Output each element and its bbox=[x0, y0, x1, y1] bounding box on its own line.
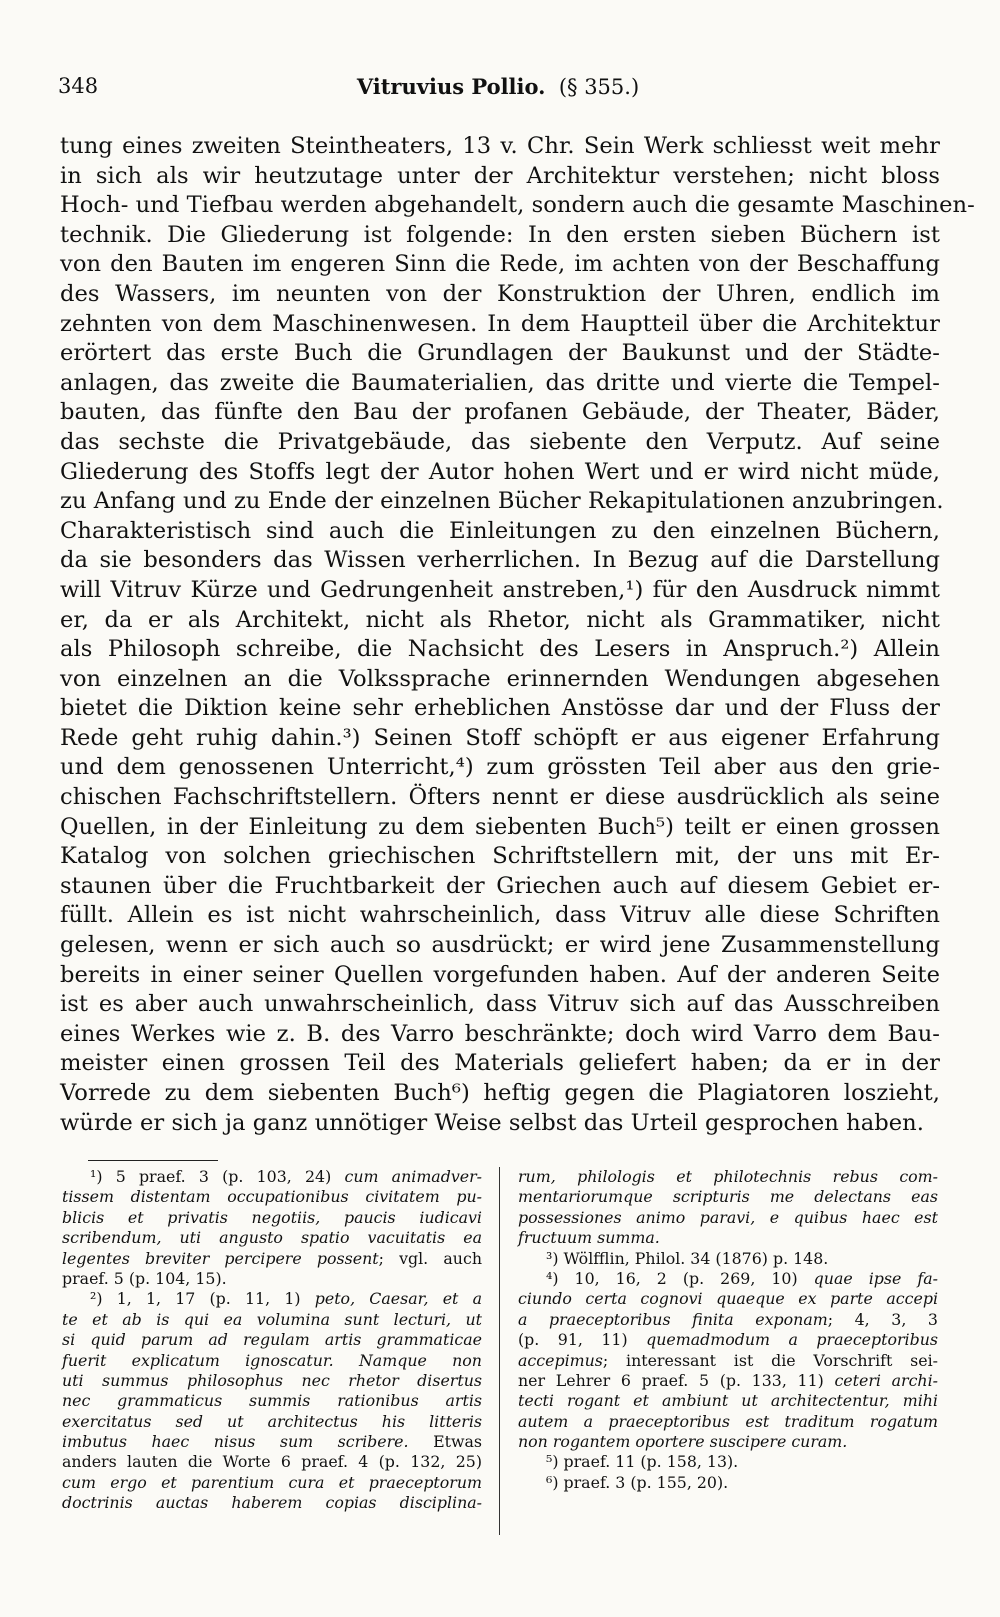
latin-quote: possessiones animo paravi, e quibus haec est bbox=[518, 1207, 938, 1227]
text-line: erörtert das erste Buch die Grundlagen der Baukunst und der Städte- bbox=[60, 340, 940, 367]
latin-quote: cum ergo et parentium cura et praeceptorum bbox=[62, 1472, 482, 1492]
text-line: technik. Die Gliederung ist folgende: In den ersten sieben Büchern ist bbox=[60, 221, 940, 248]
footnote-line bbox=[62, 1412, 482, 1432]
running-title-name: Vitruvius Pollio. bbox=[356, 74, 546, 99]
text-line: staunen über die Fruchtbarkeit der Griechen auch auf diesem Gebiet er- bbox=[60, 872, 940, 899]
footnote-line bbox=[518, 1208, 938, 1228]
footnote-line bbox=[62, 1208, 482, 1228]
footnote-line bbox=[518, 1289, 938, 1309]
text-line: zu Anfang und zu Ende der einzelnen Bücher Rekapitulationen anzubringen. bbox=[60, 488, 944, 515]
footnote-line bbox=[62, 1249, 482, 1269]
footnote-line bbox=[62, 1391, 482, 1411]
text-line: würde er sich ja ganz unnötiger Weise selbst das Urteil gesprochen haben. bbox=[60, 1109, 924, 1136]
footnote-text: praef. 5 (p. 104, 15). bbox=[62, 1268, 227, 1288]
footnote-separator bbox=[88, 1160, 218, 1161]
text-line: chischen Fachschriftstellern. Öfters nennt er diese ausdrücklich als seine bbox=[60, 784, 940, 811]
text-line: bietet die Diktion keine sehr erheblichen Anstösse dar und der Fluss der bbox=[60, 695, 940, 722]
footnote-text: ³) Wölfflin, Philol. 34 (1876) p. 148. bbox=[546, 1248, 829, 1268]
latin-quote: imbutus haec nisus sum scribere. bbox=[62, 1432, 409, 1452]
footnote-column-divider bbox=[499, 1167, 500, 1535]
footnote-text: anders lauten die Worte 6 praef. 4 (p. 132, 25) bbox=[62, 1452, 482, 1472]
latin-quote: cum animadver- bbox=[344, 1167, 483, 1186]
footnote-text: ; interessant ist die Vorschrift sei- bbox=[602, 1350, 938, 1370]
footnote-text: ; vgl. auch bbox=[378, 1248, 482, 1268]
footnote-line bbox=[62, 1473, 482, 1493]
text-line: bauten, das fünfte den Bau der profanen Gebäude, der Theater, Bäder, bbox=[60, 399, 940, 426]
latin-quote: doctrinis auctas haberem copias disciplina- bbox=[62, 1493, 482, 1513]
footnote-line bbox=[62, 1228, 482, 1248]
text-line: als Philosoph schreibe, die Nachsicht des Lesers in Anspruch.²) Allein bbox=[60, 636, 940, 663]
footnote-line bbox=[518, 1330, 938, 1350]
text-line: des Wassers, im neunten von der Konstruktion der Uhren, endlich im bbox=[60, 280, 940, 307]
text-line: Rede geht ruhig dahin.³) Seinen Stoff schöpft er aus eigener Erfahrung bbox=[60, 724, 940, 751]
footnote-line bbox=[518, 1432, 938, 1452]
latin-quote: blicis et privatis negotiis, paucis iudicavi bbox=[62, 1207, 482, 1227]
footnote-line bbox=[62, 1371, 482, 1391]
footnote-text: ; 4, 3, 3 bbox=[827, 1309, 938, 1329]
footnote-line bbox=[62, 1432, 482, 1452]
footnote-text: ⁵) praef. 11 (p. 158, 13). bbox=[546, 1452, 739, 1472]
latin-quote: quae ipse fa- bbox=[813, 1268, 938, 1288]
footnote-line bbox=[518, 1371, 938, 1391]
footnote-line bbox=[62, 1289, 482, 1309]
footnote-line bbox=[62, 1330, 482, 1350]
text-line: da sie besonders das Wissen verherrlichen. In Bezug auf die Darstellung bbox=[60, 547, 940, 574]
footnotes-right-column bbox=[518, 1167, 938, 1493]
latin-quote: tissem distentam occupationibus civitatem pu- bbox=[62, 1187, 482, 1207]
footnote-text: ner Lehrer 6 praef. 5 (p. 133, 11) bbox=[518, 1370, 835, 1390]
text-line: Charakteristisch sind auch die Einleitungen zu den einzelnen Büchern, bbox=[60, 517, 940, 544]
footnote-line bbox=[62, 1452, 482, 1472]
text-line: eines Werkes wie z. B. des Varro beschränkte; doch wird Varro dem Bau- bbox=[60, 1020, 940, 1047]
section-reference: (§ 355.) bbox=[558, 75, 640, 99]
page-header bbox=[58, 74, 938, 106]
text-line: zehnten von dem Maschinenwesen. In dem Hauptteil über die Architektur bbox=[60, 310, 940, 337]
footnote-line bbox=[518, 1249, 938, 1269]
footnote-line bbox=[518, 1412, 938, 1432]
latin-quote: ceteri archi- bbox=[834, 1370, 938, 1390]
text-line: Gliederung des Stoffs legt der Autor hohen Wert und er wird nicht müde, bbox=[60, 458, 940, 485]
latin-quote: uti summus philosophus nec rhetor disertus bbox=[62, 1370, 482, 1390]
footnote-text: ⁴) 10, 16, 2 (p. 269, 10) bbox=[546, 1268, 814, 1288]
footnote-text: (p. 91, 11) bbox=[518, 1330, 647, 1350]
latin-quote: mentariorumque scripturis me delectans eas bbox=[518, 1187, 938, 1207]
text-line: er, da er als Architekt, nicht als Rhetor, nicht als Grammatiker, nicht bbox=[60, 606, 940, 633]
running-title bbox=[58, 74, 938, 99]
latin-quote: non rogantem oportere suscipere curam. bbox=[518, 1432, 848, 1452]
footnote-line bbox=[62, 1351, 482, 1371]
latin-quote: legentes breviter percipere possent bbox=[62, 1248, 379, 1268]
footnotes-left-column bbox=[62, 1167, 482, 1514]
text-line: anlagen, das zweite die Baumaterialien, das dritte und vierte die Tempel- bbox=[60, 369, 940, 396]
latin-quote: si quid parum ad regulam artis grammaticae bbox=[62, 1330, 482, 1350]
footnote-line bbox=[518, 1391, 938, 1411]
latin-quote: quemadmodum a praeceptoribus bbox=[646, 1330, 938, 1350]
footnote-text: ¹) 5 praef. 3 (p. 103, 24) bbox=[90, 1167, 345, 1186]
text-line: von einzelnen an die Volkssprache erinnernden Wendungen abgesehen bbox=[60, 665, 940, 692]
latin-quote: exercitatus sed ut architectus his litteris bbox=[62, 1411, 482, 1431]
text-line: in sich als wir heutzutage unter der Architektur verstehen; nicht bloss bbox=[60, 162, 940, 189]
latin-quote: te et ab is qui ea volumina sunt lecturi, ut bbox=[62, 1309, 482, 1329]
main-text-body bbox=[60, 132, 975, 1138]
text-line: Hoch- und Tiefbau werden abgehandelt, sondern auch die gesamte Maschinen- bbox=[60, 192, 975, 219]
text-line: von den Bauten im engeren Sinn die Rede, im achten von der Beschaffung bbox=[60, 251, 940, 278]
latin-quote: scribendum, uti angusto spatio vacuitatis ea bbox=[62, 1228, 482, 1248]
text-line: füllt. Allein es ist nicht wahrscheinlich, dass Vitruv alle diese Schriften bbox=[60, 902, 940, 929]
footnote-text: ⁶) praef. 3 (p. 155, 20). bbox=[546, 1472, 729, 1492]
text-line: und dem genossenen Unterricht,⁴) zum grössten Teil aber aus den grie- bbox=[60, 754, 940, 781]
footnote-text: Etwas bbox=[408, 1432, 482, 1452]
text-line: Quellen, in der Einleitung zu dem siebenten Buch⁵) teilt er einen grossen bbox=[60, 813, 940, 840]
footnote-line bbox=[62, 1187, 482, 1207]
latin-quote: accepimus bbox=[518, 1350, 603, 1370]
footnote-line bbox=[518, 1228, 938, 1248]
latin-quote: a praeceptoribus finita exponam bbox=[518, 1309, 828, 1329]
footnote-line bbox=[518, 1452, 938, 1472]
text-line: das sechste die Privatgebäude, das siebente den Verputz. Auf seine bbox=[60, 428, 940, 455]
text-line: gelesen, wenn er sich auch so ausdrückt; er wird jene Zusammenstellung bbox=[60, 932, 940, 959]
latin-quote: autem a praeceptoribus est traditum rogatum bbox=[518, 1411, 938, 1431]
footnote-text: ²) 1, 1, 17 (p. 11, 1) bbox=[90, 1289, 315, 1309]
text-line: Katalog von solchen griechischen Schriftstellern mit, der uns mit Er- bbox=[60, 843, 940, 870]
latin-quote: nec grammaticus summis rationibus artis bbox=[62, 1391, 482, 1411]
latin-quote: fructuum summa. bbox=[518, 1228, 660, 1248]
footnote-line bbox=[518, 1269, 938, 1289]
footnote-line bbox=[62, 1269, 482, 1289]
latin-quote: fuerit explicatum ignoscatur. Namque non bbox=[62, 1350, 482, 1370]
text-line: meister einen grossen Teil des Materials geliefert haben; da er in der bbox=[60, 1050, 940, 1077]
footnote-line bbox=[62, 1167, 482, 1187]
footnote-line bbox=[518, 1310, 938, 1330]
footnote-line bbox=[518, 1167, 938, 1187]
text-line: Vorrede zu dem siebenten Buch⁶) heftig gegen die Plagiatoren loszieht, bbox=[60, 1080, 940, 1106]
footnote-line bbox=[518, 1187, 938, 1207]
text-line: will Vitruv Kürze und Gedrungenheit anstreben,¹) für den Ausdruck nimmt bbox=[60, 576, 940, 603]
latin-quote: rum, philologis et philotechnis rebus com- bbox=[518, 1167, 938, 1186]
latin-quote: tecti rogant et ambiunt ut architectentur, mihi bbox=[518, 1391, 938, 1411]
footnote-line bbox=[518, 1351, 938, 1371]
footnote-line bbox=[62, 1310, 482, 1330]
text-line: ist es aber auch unwahrscheinlich, dass Vitruv sich auf das Ausschreiben bbox=[60, 991, 940, 1018]
page-number: 348 bbox=[58, 74, 99, 98]
text-line: bereits in einer seiner Quellen vorgefunden haben. Auf der anderen Seite bbox=[60, 961, 940, 988]
footnote-line bbox=[518, 1473, 938, 1493]
latin-quote: ciundo certa cognovi quaeque ex parte accepi bbox=[518, 1289, 938, 1309]
text-line: tung eines zweiten Steintheaters, 13 v. Chr. Sein Werk schliesst weit mehr bbox=[60, 133, 940, 159]
footnote-line bbox=[62, 1493, 482, 1513]
latin-quote: peto, Caesar, et a bbox=[314, 1289, 483, 1309]
